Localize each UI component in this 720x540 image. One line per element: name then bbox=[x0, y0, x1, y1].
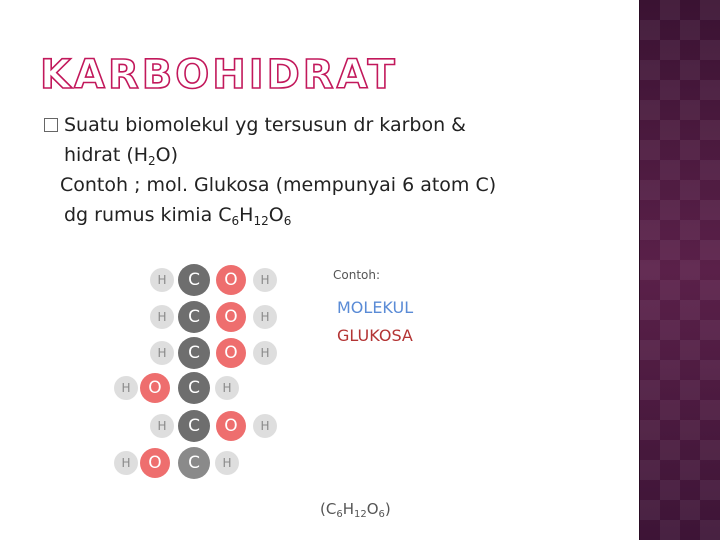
carbon-atom: C bbox=[178, 372, 210, 404]
body-line-2: hidrat $(H_2O)$ bbox=[64, 144, 179, 168]
oxygen-atom: O bbox=[216, 411, 246, 441]
hydrogen-atom: H bbox=[150, 268, 174, 292]
molekul-caption: MOLEKUL bbox=[337, 298, 414, 317]
carbon-atom: C bbox=[178, 410, 210, 442]
body-line-1: Suatu biomolekul yg tersusun dr karbon & bbox=[44, 110, 624, 140]
carbon-atom: C bbox=[178, 447, 210, 479]
oxygen-atom: O bbox=[140, 448, 170, 478]
oxygen-atom: O bbox=[216, 338, 246, 368]
hydrogen-atom: H bbox=[215, 376, 239, 400]
carbon-atom: C bbox=[178, 301, 210, 333]
glukosa-caption: GLUKOSA bbox=[337, 326, 413, 345]
hydrogen-atom: H bbox=[150, 341, 174, 365]
hydrogen-atom: H bbox=[253, 341, 277, 365]
hydrogen-atom: H bbox=[114, 451, 138, 475]
hydrogen-atom: H bbox=[150, 305, 174, 329]
body-line-3: Contoh ; mol. Glukosa (mempunyai 6 atom C) bbox=[60, 174, 497, 196]
body-line-4: dg rumus kimia $C_6H_{12}O_6$ bbox=[64, 204, 292, 228]
carbon-atom: C bbox=[178, 264, 210, 296]
hydrogen-atom: H bbox=[215, 451, 239, 475]
oxygen-atom: O bbox=[216, 302, 246, 332]
hydrogen-atom: H bbox=[253, 305, 277, 329]
slide-title: KARBOHIDRAT bbox=[40, 52, 398, 98]
hydrogen-atom: H bbox=[253, 414, 277, 438]
hydrogen-atom: H bbox=[114, 376, 138, 400]
oxygen-atom: O bbox=[140, 373, 170, 403]
example-caption: Contoh: bbox=[333, 268, 381, 282]
hydrogen-atom: H bbox=[253, 268, 277, 292]
carbon-atom: C bbox=[178, 337, 210, 369]
glucose-formula: $(C_6H_{12}O_6)$ bbox=[320, 500, 391, 520]
oxygen-atom: O bbox=[216, 265, 246, 295]
hydrogen-atom: H bbox=[150, 414, 174, 438]
